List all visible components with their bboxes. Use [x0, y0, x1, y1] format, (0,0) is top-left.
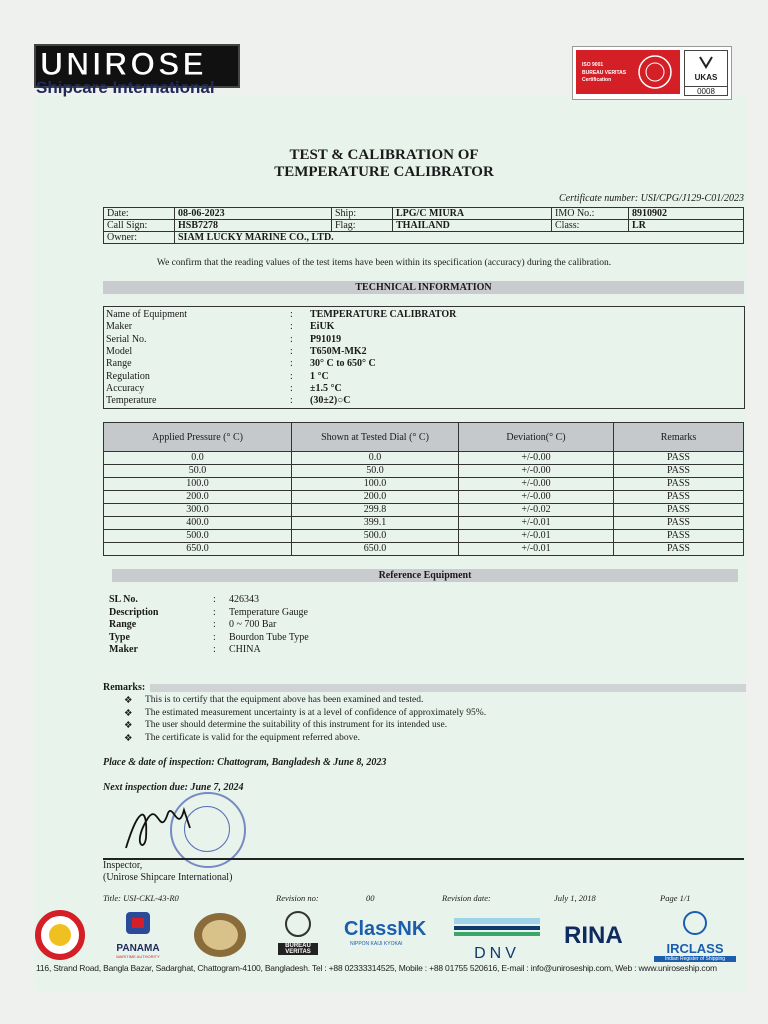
reference-value: Bourdon Tube Type: [229, 631, 309, 643]
classnk-sublabel: NIPPON KAIJI KYOKAI: [350, 941, 403, 947]
applied-value: 500.0: [104, 530, 292, 543]
panama-label: PANAMA: [116, 943, 160, 954]
callsign-value: HSB7278: [175, 220, 332, 232]
panama-sublabel: MARITIME AUTHORITY: [116, 954, 160, 959]
colon-separator: :: [213, 644, 216, 655]
table-row: [104, 478, 744, 491]
technical-info-label: Accuracy: [106, 382, 145, 394]
technical-info-value: 1 °C: [310, 370, 329, 382]
certificate-number: Certificate number: USI/CPG/J129-C01/2023: [559, 193, 744, 204]
ukas-badge: [684, 50, 728, 96]
reference-row: [109, 632, 509, 644]
applied-value: 650.0: [104, 543, 292, 556]
flag-value: THAILAND: [393, 220, 552, 232]
title-line-1: TEST & CALIBRATION OF: [289, 147, 479, 163]
bureau-veritas-badge: [576, 50, 680, 94]
colon-separator: :: [290, 309, 293, 320]
applied-value: 400.0: [104, 517, 292, 530]
technical-info-label: Name of Equipment: [106, 309, 188, 320]
technical-info-value: TEMPERATURE CALIBRATOR: [310, 309, 457, 320]
remark-item: [124, 733, 724, 745]
applied-value: 100.0: [104, 478, 292, 491]
remarks-heading: Remarks:: [103, 682, 146, 693]
shown-value: 650.0: [292, 543, 459, 556]
applied-value: 300.0: [104, 504, 292, 517]
col-header-shown: Shown at Tested Dial (° C): [292, 423, 459, 452]
remark-value: PASS: [614, 530, 744, 543]
table-row: [104, 543, 744, 556]
flag-label: Flag:: [332, 220, 393, 232]
technical-info-label: Regulation: [106, 370, 150, 382]
badge-line-2: BUREAU VERITAS: [582, 70, 627, 76]
classnk-label: ClassNK: [344, 918, 427, 940]
bullet-icon: ❖: [124, 733, 133, 744]
table-row: [104, 465, 744, 478]
technical-info-label: Serial No.: [106, 333, 147, 345]
remark-text: The estimated measurement uncertainty is at a level of confidence of approximately 95%.: [145, 707, 487, 718]
reference-value: 426343: [229, 594, 259, 605]
badge-line-1: ISO 9001: [582, 62, 604, 68]
table-row: [104, 504, 744, 517]
owner-label: Owner:: [104, 232, 175, 244]
rina-logo: RINA: [564, 922, 623, 949]
page-number: Page 1/1: [660, 893, 691, 903]
colon-separator: :: [290, 370, 293, 382]
irclass-label: IRCLASS: [666, 941, 724, 956]
panama-emblem-icon: [118, 910, 158, 938]
deviation-value: +/-0.02: [459, 504, 614, 517]
technical-info-heading: TECHNICAL INFORMATION: [103, 281, 744, 294]
ukas-number: 0008: [685, 86, 727, 96]
colon-separator: :: [290, 358, 293, 370]
remark-item: [124, 720, 724, 732]
applied-value: 50.0: [104, 465, 292, 478]
revision-date-label: Revision date:: [442, 893, 491, 903]
revision-date-value: July 1, 2018: [554, 893, 596, 903]
company-address: 116, Strand Road, Bangla Bazar, Sadarghat, Chattogram-4100, Bangladesh. Tel : +88 02333314525, Mobile : +88 01755 520616, E-mail : info@uniroseship.com, Web : www.uniroseship.com: [36, 963, 717, 973]
bv-label-2: VERITAS: [278, 949, 318, 955]
revision-no-value: 00: [366, 893, 375, 903]
remark-text: The user should determine the suitability of this instrument for its intended use.: [145, 720, 448, 730]
lifebuoy-logo-icon: [34, 910, 86, 960]
bullet-icon: ❖: [124, 696, 133, 706]
col-header-deviation: Deviation(° C): [459, 423, 614, 452]
reference-label: Maker: [109, 644, 138, 655]
confirmation-statement: We confirm that the reading values of the test items have been within its specification (accuracy) during the calibration.: [156, 258, 612, 268]
bureau-veritas-logo: [278, 910, 318, 955]
deviation-value: +/-0.00: [459, 478, 614, 491]
remark-item: [124, 708, 724, 720]
title-line-2: TEMPERATURE CALIBRATOR: [274, 164, 494, 180]
colon-separator: :: [213, 606, 216, 618]
shown-value: 200.0: [292, 491, 459, 504]
technical-info-label: Model: [106, 345, 133, 357]
date-label: Date:: [104, 208, 175, 220]
inspector-label: Inspector,: [103, 860, 143, 871]
shown-value: 500.0: [292, 530, 459, 543]
table-row: [104, 517, 744, 530]
remarks-bar: [150, 684, 746, 692]
class-label: Class:: [552, 220, 629, 232]
remark-value: PASS: [614, 452, 744, 465]
remark-value: PASS: [614, 543, 744, 556]
vessel-info-table: [103, 207, 744, 244]
remark-value: PASS: [614, 465, 744, 478]
deviation-value: +/-0.01: [459, 543, 614, 556]
inspector-company: (Unirose Shipcare International): [103, 872, 233, 883]
table-row: [104, 530, 744, 543]
callsign-label: Call Sign:: [104, 220, 175, 232]
irclass-logo: [654, 910, 736, 962]
dnv-stripes-icon: [454, 918, 540, 940]
maritime-emblem-icon: [190, 910, 250, 960]
remark-value: PASS: [614, 478, 744, 491]
dnv-label: DNV: [474, 945, 520, 962]
classnk-logo: [344, 918, 426, 947]
remark-item: [124, 695, 724, 707]
technical-info-value: P91019: [310, 333, 342, 345]
inspector-signature: [118, 798, 198, 858]
colon-separator: :: [290, 333, 293, 345]
colon-separator: :: [213, 619, 216, 630]
table-row: [104, 491, 744, 504]
ukas-crown-icon: [686, 53, 726, 71]
technical-info-box: [103, 306, 745, 409]
technical-info-value: 30° C to 650° C: [310, 358, 376, 370]
irclass-sublabel: Indian Register of Shipping: [654, 956, 736, 962]
ship-value: LPG/C MIURA: [393, 208, 552, 220]
panama-logo: [106, 910, 170, 959]
shown-value: 299.8: [292, 504, 459, 517]
remark-text: The certificate is valid for the equipment referred above.: [145, 732, 360, 743]
reference-value: Temperature Gauge: [229, 606, 308, 618]
owner-value: SIAM LUCKY MARINE CO., LTD.: [175, 232, 744, 244]
remark-text: This is to certify that the equipment above has been examined and tested.: [145, 695, 424, 705]
inspection-place-date: Place & date of inspection: Chattogram, Bangladesh & June 8, 2023: [103, 757, 387, 768]
bv-label-1: BUREAU: [278, 943, 318, 949]
reference-value: 0 ~ 700 Bar: [229, 619, 277, 630]
reference-label: Range: [109, 619, 137, 630]
deviation-value: +/-0.00: [459, 465, 614, 478]
deviation-value: +/-0.00: [459, 452, 614, 465]
deviation-value: +/-0.01: [459, 530, 614, 543]
logo-sub-text: Shipcare International: [36, 78, 215, 97]
ukas-label: UKAS: [694, 73, 718, 82]
technical-info-value: (30±2)○C: [310, 395, 351, 407]
colon-separator: :: [213, 594, 216, 605]
imo-label: IMO No.:: [552, 208, 629, 220]
signature-rule: [103, 858, 744, 860]
shown-value: 0.0: [292, 452, 459, 465]
date-value: 08-06-2023: [175, 208, 332, 220]
colon-separator: :: [290, 395, 293, 407]
reference-label: SL No.: [109, 594, 138, 605]
technical-info-label: Maker: [106, 321, 133, 333]
calibration-table: [103, 422, 744, 556]
table-row: [104, 452, 744, 465]
technical-info-value: ±1.5 °C: [310, 382, 342, 394]
reference-label: Description: [109, 606, 159, 618]
remark-value: PASS: [614, 491, 744, 504]
technical-info-value: EiUK: [310, 321, 335, 333]
shown-value: 50.0: [292, 465, 459, 478]
reference-row: [109, 619, 509, 631]
ship-label: Ship:: [332, 208, 393, 220]
reference-value: CHINA: [229, 644, 261, 655]
remark-value: PASS: [614, 504, 744, 517]
technical-info-label: Range: [106, 358, 132, 370]
logo-main-text: UNIROSE: [40, 46, 207, 82]
shown-value: 100.0: [292, 478, 459, 491]
irclass-emblem-icon: [678, 910, 712, 936]
reference-row: [109, 644, 509, 656]
imo-value: 8910902: [629, 208, 744, 220]
next-inspection-date: Next inspection due: June 7, 2024: [103, 782, 244, 793]
bv-seal-icon: [636, 54, 674, 90]
bv-crest-icon: [282, 910, 314, 938]
bullet-icon: ❖: [124, 721, 133, 731]
technical-info-value: T650M-MK2: [310, 345, 367, 357]
reference-equipment-heading: Reference Equipment: [112, 569, 738, 582]
shown-value: 399.1: [292, 517, 459, 530]
bullet-icon: ❖: [124, 708, 133, 719]
colon-separator: :: [213, 631, 216, 643]
technical-info-label: Temperature: [106, 395, 157, 407]
class-value: LR: [629, 220, 744, 232]
deviation-value: +/-0.00: [459, 491, 614, 504]
applied-value: 0.0: [104, 452, 292, 465]
badge-line-3: Certification: [582, 77, 612, 83]
reference-label: Type: [109, 631, 130, 643]
colon-separator: :: [290, 321, 293, 333]
deviation-value: +/-0.01: [459, 517, 614, 530]
revision-no-label: Revision no:: [276, 893, 319, 903]
dnv-logo: [454, 918, 540, 963]
reference-row: [109, 594, 509, 606]
col-header-applied: Applied Pressure (° C): [104, 423, 292, 452]
remark-value: PASS: [614, 517, 744, 530]
colon-separator: :: [290, 382, 293, 394]
reference-row: [109, 607, 509, 619]
col-header-remarks: Remarks: [614, 423, 744, 452]
form-title: Title: USI-CKL-43-R0: [103, 893, 179, 903]
colon-separator: :: [290, 345, 293, 357]
applied-value: 200.0: [104, 491, 292, 504]
